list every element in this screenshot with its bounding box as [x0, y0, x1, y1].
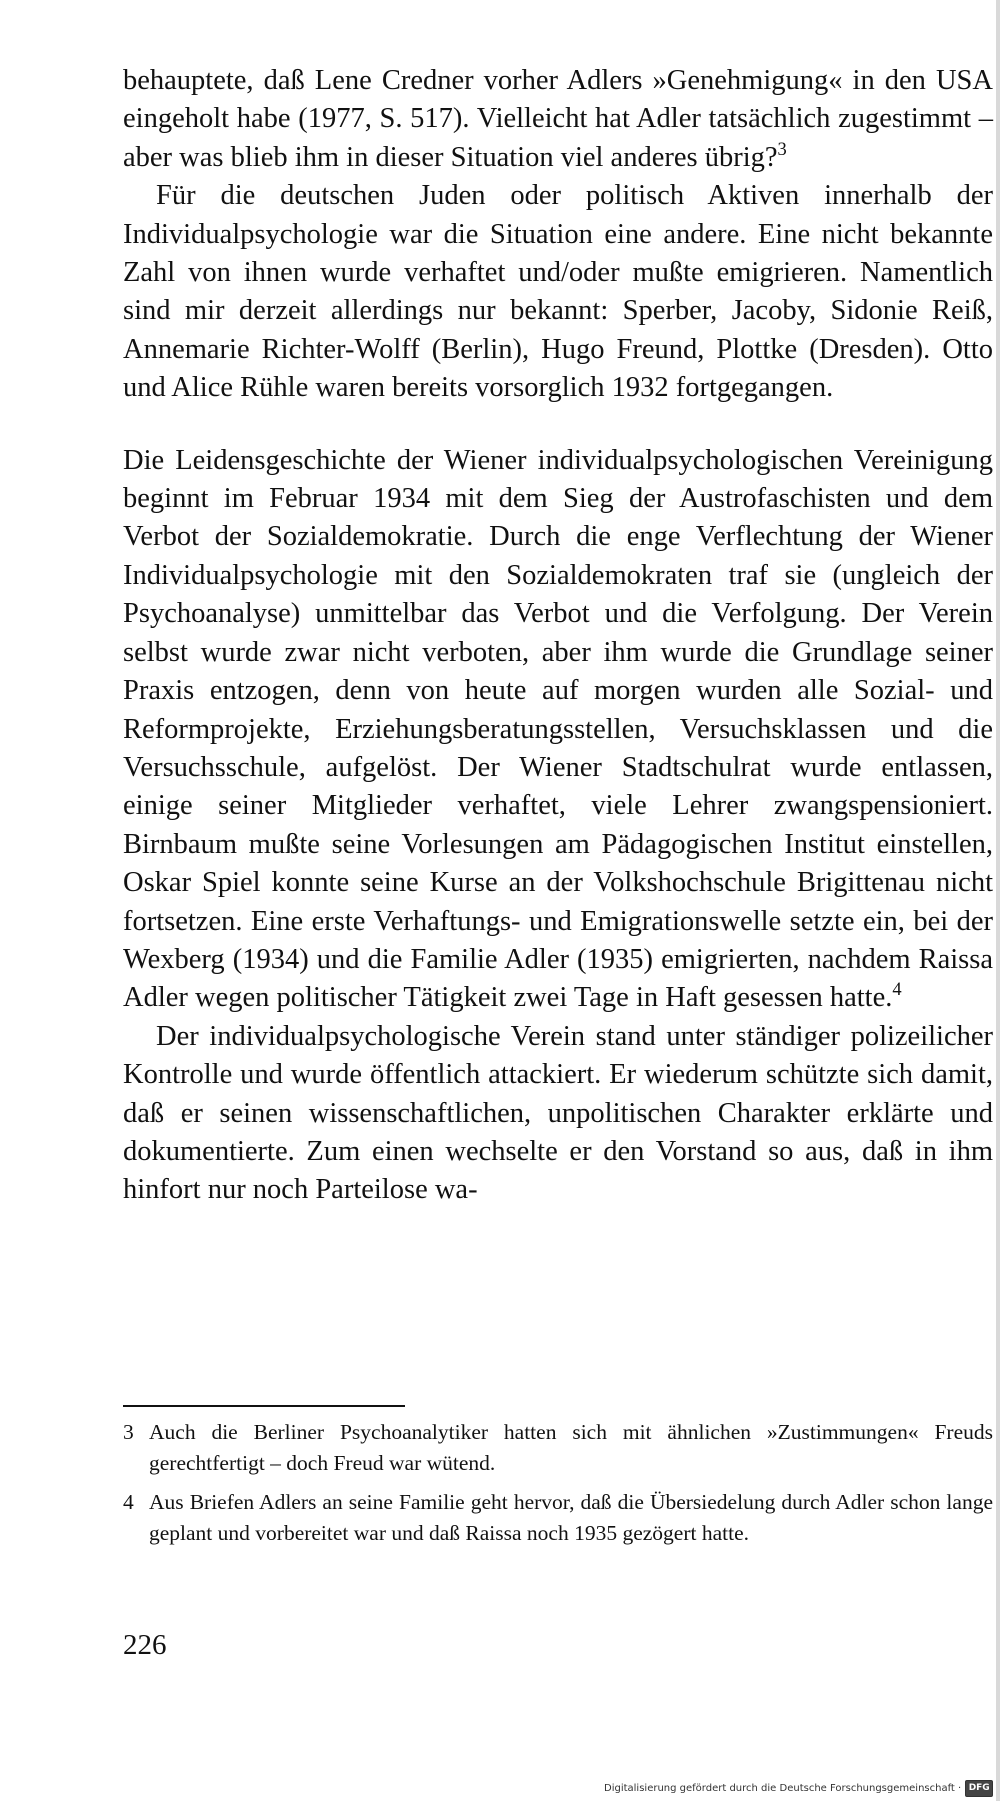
paragraph-vienna-association [123, 442, 993, 1018]
paragraph-police-control [123, 1018, 993, 1210]
footnote-text: Aus Briefen Adlers an seine Familie geht hervor, daß die Übersiedelung durch Adler schon lange geplant und vorbereitet war und daß Raissa noch 1935 gezögert hatte. [149, 1490, 993, 1545]
page-number: 226 [123, 1629, 167, 1661]
paragraph-text: Für die deutschen Juden oder politisch Aktiven innerhalb der Individualpsychologie war die Situation eine andere. Eine nicht bekannte Zahl von ihnen wurde verhaftet und/oder mußte emigrieren. Namentlich sind mir derzeit allerdings nur bekannt: Sperber, Jacoby, Sidonie Reiß, Annemarie Richter-Wolff (Berlin), Hugo Freund, Plottke (Dresden). Otto und Alice Rühle waren bereits vorsorglich 1932 fortgegangen. [123, 180, 993, 404]
footnote-number: 3 [123, 1420, 134, 1444]
paragraph-text: Die Leidensgeschichte der Wiener individualpsychologischen Vereinigung beginnt im Februar 1934 mit dem Sieg der Austrofaschisten und dem Verbot der Sozialdemokratie. Durch die enge Verflechtung der Wiener Individualpsychologie mit den Sozialdemokraten traf sie (ungleich der Psychoanalyse) unmittelbar das Verbot und die Verfolgung. Der Verein selbst wurde zwar nicht verboten, aber ihm wurde die Grundlage seiner Praxis entzogen, denn von heute auf morgen wurden alle Sozial- und Reformprojekte, Erziehungsberatungsstellen, Versuchsklassen und die Versuchsschule, aufgelöst. Der Wiener Stadtschulrat wurde entlassen, einige seiner Mitglieder verhaftet, viele Lehrer zwangspensioniert. Birnbaum mußte seine Vorlesungen am Pädagogischen Institut einstellen, Oskar Spiel konnte seine Kurse an der Volkshochschule Brigittenau nicht fortsetzen. Eine erste Verhaftungs- und Emigrationswelle setzte ein, bei der Wexberg (1934) und die Familie Adler (1935) emigrierten, nachdem Raissa Adler wegen politischer Tätigkeit zwei Tage in Haft gesessen hatte. [123, 444, 993, 1014]
footnote-divider [123, 1405, 405, 1407]
paragraph-text: Der individualpsychologische Verein stand unter ständiger polizeilicher Kontrolle und wurde öffentlich attackiert. Er wiederum schützte sich damit, daß er seinen wissenschaftlichen, unpolitischen Charakter erklärte und dokumentierte. Zum einen wechselte er den Vorstand so aus, daß in ihm hinfort nur noch Parteilose wa- [123, 1020, 993, 1206]
page-edge-shadow [996, 0, 1000, 1801]
body-text [123, 62, 993, 1210]
footnote-text: Auch die Berliner Psychoanalytiker hatten sich mit ähnlichen »Zustimmungen« Freuds gerechtfertigt – doch Freud war wütend. [149, 1420, 993, 1475]
paragraph-german-jews [123, 177, 993, 407]
digitization-credit [604, 1779, 993, 1797]
footnote-4 [123, 1487, 993, 1549]
footnotes [123, 1417, 993, 1557]
dfg-logo: DFG [965, 1780, 993, 1797]
footnote-ref-3: 3 [777, 138, 787, 160]
paragraph-continuation [123, 62, 993, 177]
footnote-ref-4: 4 [892, 979, 902, 1001]
paragraph-text: behauptete, daß Lene Credner vorher Adlers »Genehmigung« in den USA eingeholt habe (1977, S. 517). Vielleicht hat Adler tatsächlich zugestimmt – aber was blieb ihm in dieser Situation viel anderes übrig? [123, 65, 993, 173]
footnote-3 [123, 1417, 993, 1479]
credit-text: Digitalisierung gefördert durch die Deutsche Forschungsgemeinschaft · [604, 1782, 962, 1794]
footnote-number: 4 [123, 1490, 134, 1514]
